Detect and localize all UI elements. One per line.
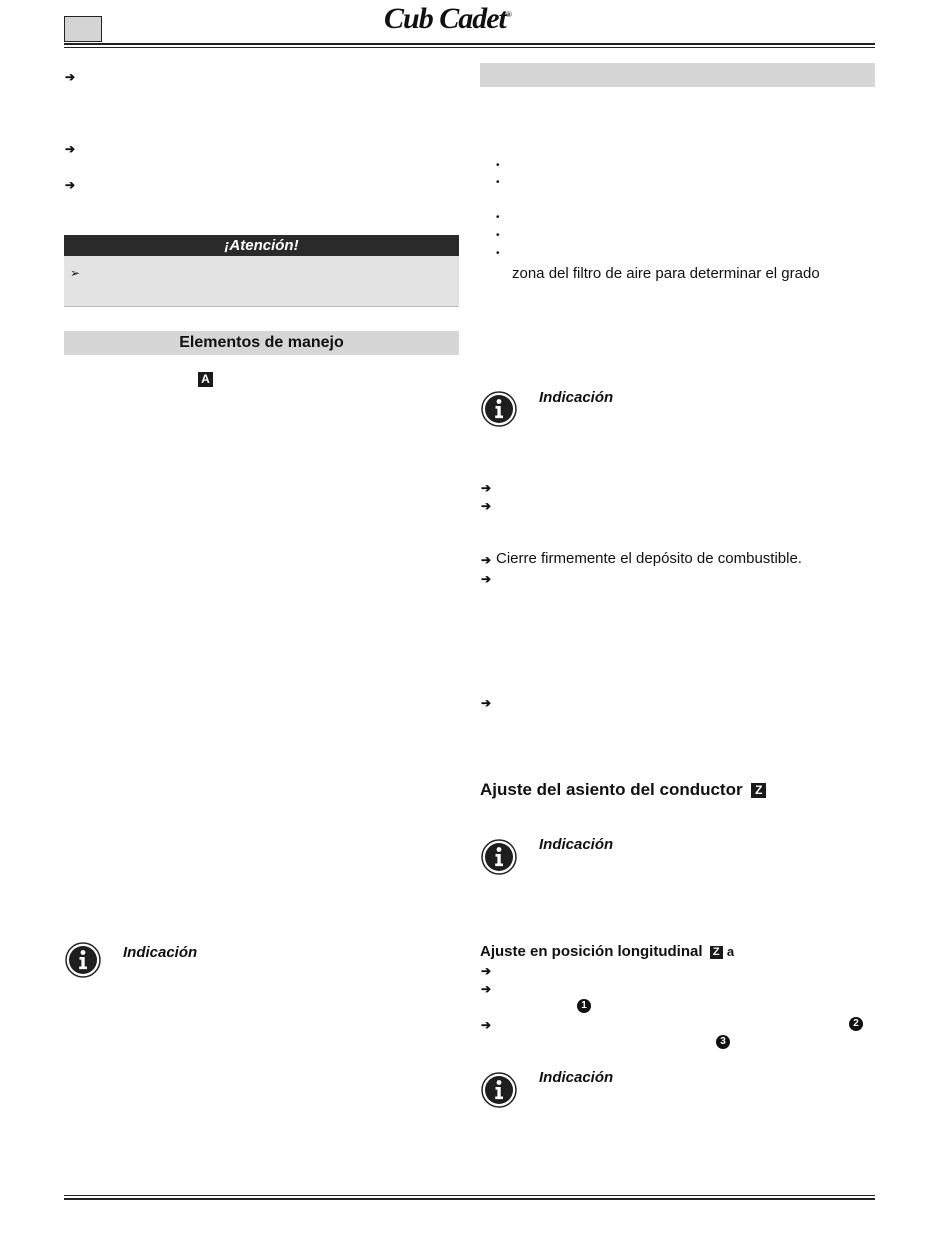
- arrow-icon: ➔: [481, 481, 492, 495]
- attention-title: ¡Atención!: [64, 235, 459, 256]
- arrow-icon: ➔: [65, 178, 76, 192]
- info-icon: [65, 942, 101, 978]
- info-icon: [481, 391, 517, 427]
- step-number-badge: 1: [577, 999, 591, 1013]
- note-label: Indicación: [539, 836, 614, 853]
- bullet-icon: •: [496, 230, 500, 241]
- arrow-icon: ➔: [481, 696, 492, 710]
- arrow-icon: ➔: [481, 964, 492, 978]
- brand-logo: Cub Cadet®: [384, 2, 511, 35]
- arrow-icon: ➔: [65, 70, 76, 84]
- section-bar-empty: [480, 63, 875, 87]
- arrow-icon: ➔: [481, 572, 492, 586]
- bullet-icon: •: [496, 212, 500, 223]
- arrow-icon: ➔: [481, 553, 492, 567]
- triangle-arrow-icon: ➢: [70, 266, 81, 280]
- bullet-icon: •: [496, 248, 500, 259]
- footer-rule: [64, 1198, 875, 1200]
- fuel-cap-text: Cierre firmemente el depósito de combustible.: [496, 550, 802, 567]
- header-rule: [64, 43, 875, 45]
- figure-ref-badge: A: [198, 372, 213, 387]
- info-icon: [481, 839, 517, 875]
- bullet-icon: •: [496, 177, 500, 188]
- note-label: Indicación: [539, 389, 614, 406]
- figure-ref-badge: Z: [751, 783, 766, 798]
- arrow-icon: ➔: [481, 499, 492, 513]
- step-number-badge: 2: [849, 1017, 863, 1031]
- arrow-icon: ➔: [65, 142, 76, 156]
- info-icon: [481, 1072, 517, 1108]
- seat-adjust-heading: Ajuste del asiento del conductor Z: [480, 780, 766, 800]
- page-number-box: [64, 16, 102, 42]
- air-filter-text: zona del filtro de aire para determinar el grado: [512, 265, 820, 282]
- bullet-icon: •: [496, 160, 500, 171]
- section-title-controls: Elementos de manejo: [64, 331, 459, 355]
- arrow-icon: ➔: [481, 1018, 492, 1032]
- step-number-badge: 3: [716, 1035, 730, 1049]
- header-rule-thin: [64, 47, 875, 48]
- longitudinal-adjust-heading: Ajuste en posición longitudinal Z a: [480, 943, 735, 960]
- attention-body: [64, 256, 459, 307]
- figure-ref-badge: Z: [710, 946, 723, 959]
- arrow-icon: ➔: [481, 982, 492, 996]
- note-label: Indicación: [123, 944, 198, 961]
- footer-rule-thin: [64, 1195, 875, 1196]
- note-label: Indicación: [539, 1069, 614, 1086]
